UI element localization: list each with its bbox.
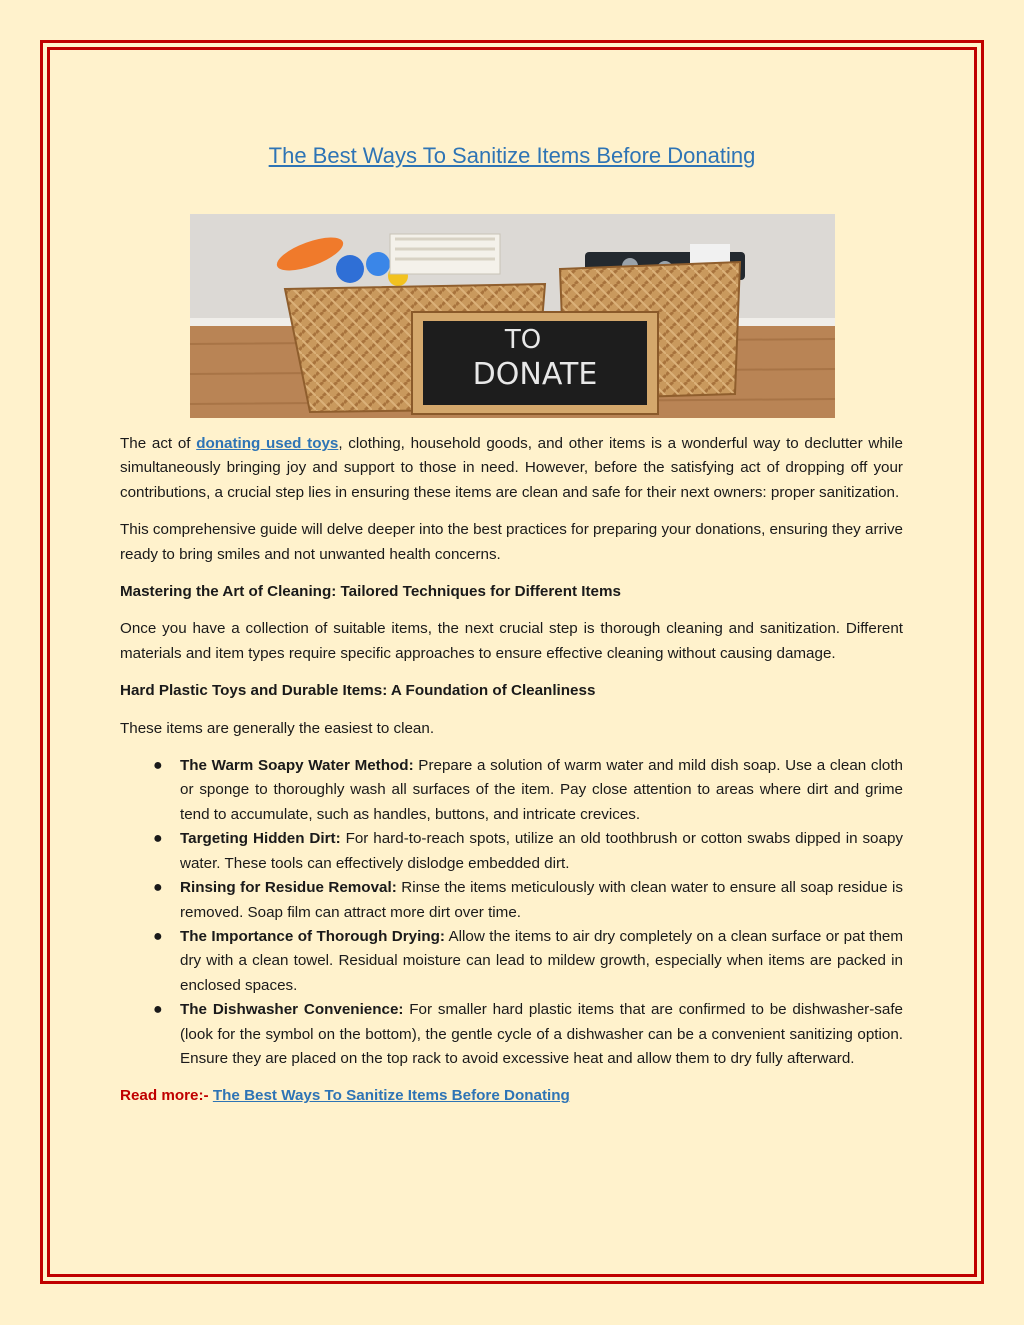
article-body [120, 432, 903, 1122]
list-item-text: For hard-to-reach spots, utilize an old toothbrush or cotton swabs dipped in soapy water. These tools can effectively dislodge embedded dirt. [180, 830, 903, 872]
read-more-label: Read more:- [120, 1087, 213, 1105]
page-title[interactable]: The Best Ways To Sanitize Items Before Donating [268, 143, 756, 168]
intro-prefix: The act of [120, 435, 197, 452]
section-heading-cleaning: Mastering the Art of Cleaning: Tailored Techniques for Different Items [120, 583, 621, 601]
list-item [120, 827, 903, 876]
bullet-icon: ● [153, 830, 163, 848]
bullet-icon: ● [153, 879, 163, 897]
read-more-link[interactable]: The Best Ways To Sanitize Items Before Donating [212, 1087, 570, 1105]
bullet-icon: ● [153, 1001, 163, 1019]
list-item-label: The Importance of Thorough Drying: [180, 927, 445, 945]
sign-text-donate: DONATE [472, 357, 598, 392]
list-item-label: The Warm Soapy Water Method: [180, 757, 414, 775]
list-item [120, 925, 903, 998]
sign-text-to: TO [504, 325, 542, 355]
list-item-label: Rinsing for Residue Removal: [180, 879, 397, 897]
list-item-text: For smaller hard plastic items that are confirmed to be dishwasher-safe (look for the symbol on the bottom), the gentle cycle of a dishwasher can be a convenient sanitizing option. Ensure they are placed on the top rack to avoid excessive heat and allow them to dry fully afterward. [180, 1001, 903, 1067]
section-heading-hard-plastic: Hard Plastic Toys and Durable Items: A Foundation of Cleanliness [120, 682, 596, 700]
bullet-icon: ● [153, 927, 163, 945]
list-item [120, 754, 903, 827]
donating-used-toys-link[interactable]: donating used toys [196, 435, 339, 452]
easiest-paragraph: These items are generally the easiest to clean. [120, 719, 435, 737]
donate-baskets-image [190, 214, 835, 418]
intro-paragraph [120, 432, 903, 505]
list-item-text: Rinse the items meticulously with clean water to ensure all soap residue is removed. Soap film can attract more dirt over time. [180, 879, 903, 921]
donate-baskets-illustration [190, 214, 835, 418]
list-item [120, 876, 903, 925]
list-item-text: Prepare a solution of warm water and mild dish soap. Use a clean cloth or sponge to thoroughly wash all surfaces of the item. Pay close attention to areas where dirt and grime tend to accumulate, such as handles, buttons, and intricate crevices. [180, 757, 903, 823]
cleaning-tips-list [120, 754, 903, 1071]
list-item [120, 998, 903, 1071]
bullet-icon: ● [153, 757, 163, 775]
cleaning-paragraph: Once you have a collection of suitable items, the next crucial step is thorough cleaning and sanitization. Different materials and item types require specific approaches to ensure effective cleaning without causing damage. [120, 620, 903, 662]
guide-paragraph: This comprehensive guide will delve deeper into the best practices for preparing your donations, ensuring they arrive ready to bring smiles and not unwanted health concerns. [120, 521, 903, 563]
read-more-line [120, 1084, 903, 1108]
list-item-text: Allow the items to air dry completely on a clean surface or pat them dry with a clean towel. Residual moisture can lead to mildew growth, especially when items are packed in enclosed spaces. [180, 927, 903, 994]
list-item-label: Targeting Hidden Dirt: [180, 830, 341, 848]
list-item-label: The Dishwasher Convenience: [180, 1001, 404, 1019]
intro-suffix: , clothing, household goods, and other items is a wonderful way to declutter while simultaneously bringing joy and support to those in need. However, before the satisfying act of dropping off your contributions, a crucial step lies in ensuring these items are clean and safe for their next owners: proper sanitization. [120, 435, 903, 501]
